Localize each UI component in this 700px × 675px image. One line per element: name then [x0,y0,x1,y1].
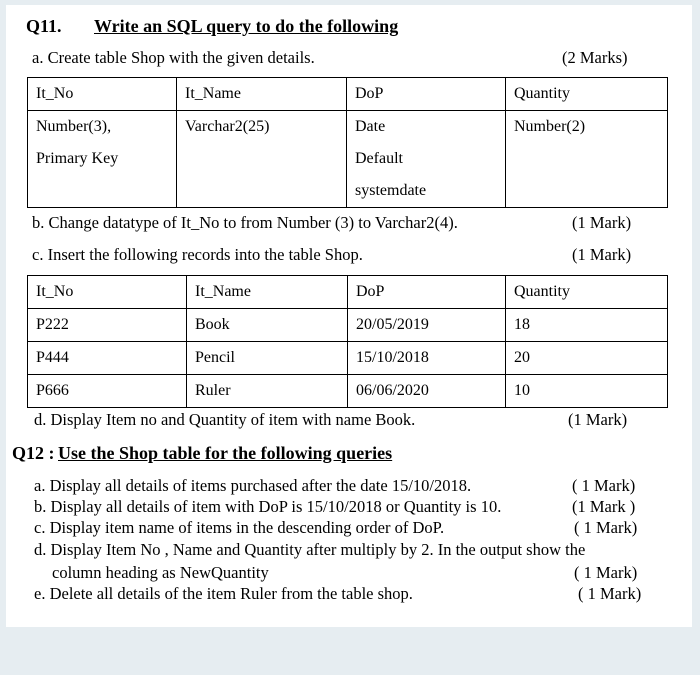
q11-part-b-text: b. Change datatype of It_No to from Number (3) to Varchar2(4). [32,213,458,232]
header-cell: It_Name [177,78,347,111]
q12-item-d-marks: ( 1 Mark) [574,563,638,582]
q12-item-b-marks: (1 Mark ) [572,497,636,516]
q12-item-e-text: e. Delete all details of the item Ruler from the table shop. [34,584,413,603]
table-cell: 15/10/2018 [348,342,506,375]
table-cell: 20 [506,342,668,375]
q11-part-a-text: a. Create table Shop with the given details. [32,48,315,67]
q11-title: Write an SQL query to do the following [94,16,399,36]
cell-line: Default [355,150,403,167]
table-header-row [28,78,668,111]
table-cell: P444 [28,342,187,375]
cell-line: Number(3), [36,118,112,135]
q11-part-d-marks: (1 Mark) [568,410,628,429]
header-cell: DoP [348,276,506,309]
q12-item-d-continued: column heading as NewQuantity [52,563,269,582]
q11-number: Q11. [26,16,62,36]
table-cell: P222 [28,309,187,342]
q12-item-c-text: c. Display item name of items in the descending order of DoP. [34,518,445,537]
table-cell: P666 [28,375,187,408]
cell-line: systemdate [355,182,427,199]
cell-line: Primary Key [36,150,119,167]
header-cell: Quantity [506,78,668,111]
cell-line: Date [355,118,386,135]
table-header-row [28,276,668,309]
table-row [28,375,668,408]
table-cell: 18 [506,309,668,342]
table-row [28,342,668,375]
cell-line: Varchar2(25) [185,118,270,135]
table-cell: Pencil [187,342,348,375]
q12-item-b-text: b. Display all details of item with DoP is 15/10/2018 or Quantity is 10. [34,497,502,516]
question-paper [6,5,692,627]
q12-item-e-marks: ( 1 Mark) [578,584,642,603]
header-cell: It_No [28,78,177,111]
table-cell: Book [187,309,348,342]
header-cell: DoP [347,78,506,111]
q12-title: Use the Shop table for the following queries [58,443,393,463]
table-cell [177,111,347,208]
table-cell [28,111,177,208]
table-cell [347,111,506,208]
q12-item-d-text: d. Display Item No , Name and Quantity after multiply by 2. In the output show the [34,540,586,559]
table-cell [506,111,668,208]
cell-line: Number(2) [514,118,586,135]
table-row [28,111,668,208]
q11-part-c-marks: (1 Mark) [572,245,632,264]
table-cell: 10 [506,375,668,408]
q11-part-c-text: c. Insert the following records into the table Shop. [32,245,363,264]
table-cell: 06/06/2020 [348,375,506,408]
header-cell: It_No [28,276,187,309]
table-structure [27,77,668,208]
q11-part-d-text: d. Display Item no and Quantity of item with name Book. [34,410,416,429]
q12-number: Q12 : [12,443,55,463]
table-records [27,275,668,408]
table-cell: Ruler [187,375,348,408]
q12-item-a-text: a. Display all details of items purchased after the date 15/10/2018. [34,476,472,495]
q12-item-c-marks: ( 1 Mark) [574,518,638,537]
header-cell: It_Name [187,276,348,309]
table-cell: 20/05/2019 [348,309,506,342]
q11-part-a-marks: (2 Marks) [562,48,628,67]
q12-item-a-marks: ( 1 Mark) [572,476,636,495]
header-cell: Quantity [506,276,668,309]
q11-part-b-marks: (1 Mark) [572,213,632,232]
table-row [28,309,668,342]
